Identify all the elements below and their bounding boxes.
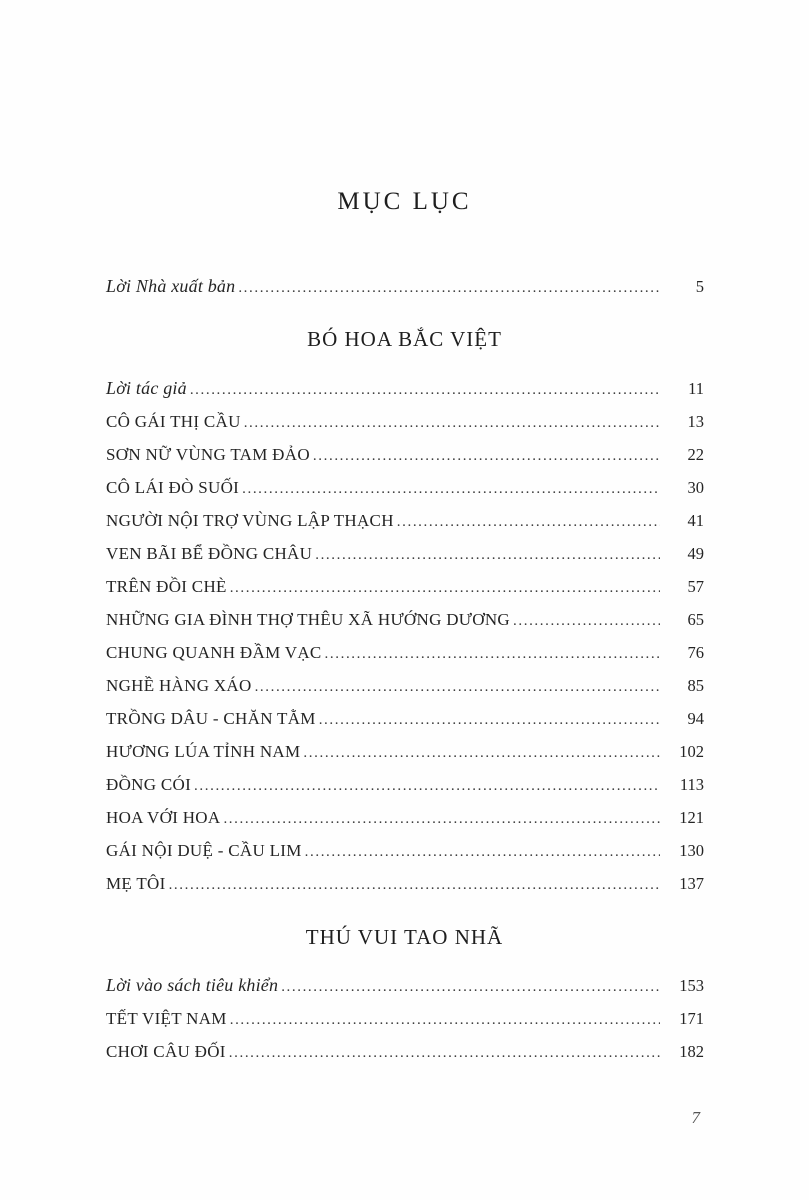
toc-entry-page: 13 — [687, 412, 704, 431]
toc-entry — [106, 570, 704, 603]
dot-leader — [313, 439, 660, 473]
toc-entry-page: 182 — [679, 1042, 704, 1061]
toc-section-list — [106, 969, 704, 1068]
toc-entry-page: 94 — [687, 709, 704, 728]
toc-entry-title: SƠN NỮ VÙNG TAM ĐẢO — [106, 445, 310, 464]
toc-entry-page: 11 — [688, 379, 704, 398]
toc-entry-title: Lời tác giả — [106, 378, 187, 398]
toc-entry — [106, 603, 704, 636]
toc-entry-title: CÔ GÁI THỊ CẦU — [106, 412, 241, 431]
toc-entry-page: 102 — [679, 742, 704, 761]
toc-entry — [106, 669, 704, 702]
dot-leader — [244, 406, 660, 440]
toc-entry-title: CHUNG QUANH ĐẦM VẠC — [106, 643, 322, 662]
toc-entry-page: 171 — [679, 1009, 704, 1028]
dot-leader — [255, 670, 660, 704]
toc-entry-page: 85 — [687, 676, 704, 695]
toc-entry — [106, 702, 704, 735]
toc-entry-page: 49 — [687, 544, 704, 563]
dot-leader — [315, 538, 660, 572]
toc-entry — [106, 504, 704, 537]
dot-leader — [230, 1003, 660, 1037]
toc-entry-page: 57 — [687, 577, 704, 596]
toc-entry-title: HOA VỚI HOA — [106, 808, 221, 827]
section-heading: THÚ VUI TAO NHÃ — [305, 925, 504, 949]
dot-leader — [319, 703, 660, 737]
dot-leader — [242, 472, 660, 506]
toc-entry-title: Lời Nhà xuất bản — [106, 276, 236, 296]
toc-entry-page: 113 — [679, 775, 704, 794]
dot-leader — [169, 868, 660, 902]
dot-leader — [305, 835, 660, 869]
toc-entry — [106, 438, 704, 471]
toc-entry — [106, 270, 704, 303]
toc-entry — [106, 537, 704, 570]
toc-entry — [106, 834, 704, 867]
dot-leader — [223, 802, 660, 836]
toc-front-matter — [106, 270, 704, 303]
toc-entry-page: 30 — [687, 478, 704, 497]
toc-entry-title: Lời vào sách tiêu khiển — [106, 975, 279, 995]
dot-leader — [281, 970, 660, 1004]
toc-entry-title: TẾT VIỆT NAM — [106, 1009, 227, 1028]
dot-leader — [397, 505, 660, 539]
toc-entry-title: ĐỒNG CÓI — [106, 775, 192, 794]
section-heading: BÓ HOA BẮC VIỆT — [307, 327, 502, 351]
toc-entry-page: 76 — [687, 643, 704, 662]
toc-entry — [106, 471, 704, 504]
toc-section-list — [106, 372, 704, 900]
dot-leader — [303, 736, 660, 770]
dot-leader — [194, 769, 660, 803]
toc-entry-title: TRỒNG DÂU - CHĂN TẰM — [106, 709, 316, 728]
page-title: MỤC LỤC — [337, 188, 472, 215]
toc-entry — [106, 1002, 704, 1035]
toc-entry-page: 153 — [679, 976, 704, 995]
dot-leader — [325, 637, 660, 671]
toc-entry — [106, 372, 704, 405]
toc-entry-page: 137 — [679, 874, 704, 893]
toc-entry-title: MẸ TÔI — [106, 874, 166, 893]
dot-leader — [190, 373, 660, 407]
toc-entry-title: GÁI NỘI DUỆ - CẦU LIM — [106, 841, 302, 860]
toc-entry-title: CÔ LÁI ĐÒ SUỐI — [106, 478, 240, 497]
toc-entry — [106, 867, 704, 900]
toc-entry — [106, 1035, 704, 1068]
toc-entry — [106, 636, 704, 669]
toc-entry-title: HƯƠNG LÚA TỈNH NAM — [106, 742, 301, 761]
dot-leader — [230, 571, 660, 605]
toc-entry — [106, 969, 704, 1002]
toc-entry-title: NHỮNG GIA ĐÌNH THỢ THÊU XÃ HƯỚNG DƯƠNG — [106, 610, 511, 629]
toc-entry-title: CHƠI CÂU ĐỐI — [106, 1042, 226, 1061]
toc-entry-page: 121 — [679, 808, 704, 827]
toc-entry-title: VEN BÃI BỂ ĐỒNG CHÂU — [106, 544, 313, 563]
toc-entry-page: 41 — [687, 511, 704, 530]
toc-entry — [106, 768, 704, 801]
toc-entry-title: NGHỀ HÀNG XÁO — [106, 676, 252, 695]
toc-entry — [106, 735, 704, 768]
toc-entry-page: 22 — [687, 445, 704, 464]
toc-entry-page: 130 — [679, 841, 704, 860]
toc-entry-page: 5 — [695, 277, 704, 296]
dot-leader — [513, 604, 660, 638]
toc-entry-page: 65 — [687, 610, 704, 629]
footer-page-number: 7 — [691, 1108, 700, 1127]
toc-entry — [106, 405, 704, 438]
dot-leader — [238, 271, 660, 305]
dot-leader — [229, 1036, 660, 1070]
toc-entry-title: TRÊN ĐỒI CHÈ — [106, 577, 227, 596]
toc-entry-title: NGƯỜI NỘI TRỢ VÙNG LẬP THẠCH — [106, 511, 394, 530]
toc-entry — [106, 801, 704, 834]
